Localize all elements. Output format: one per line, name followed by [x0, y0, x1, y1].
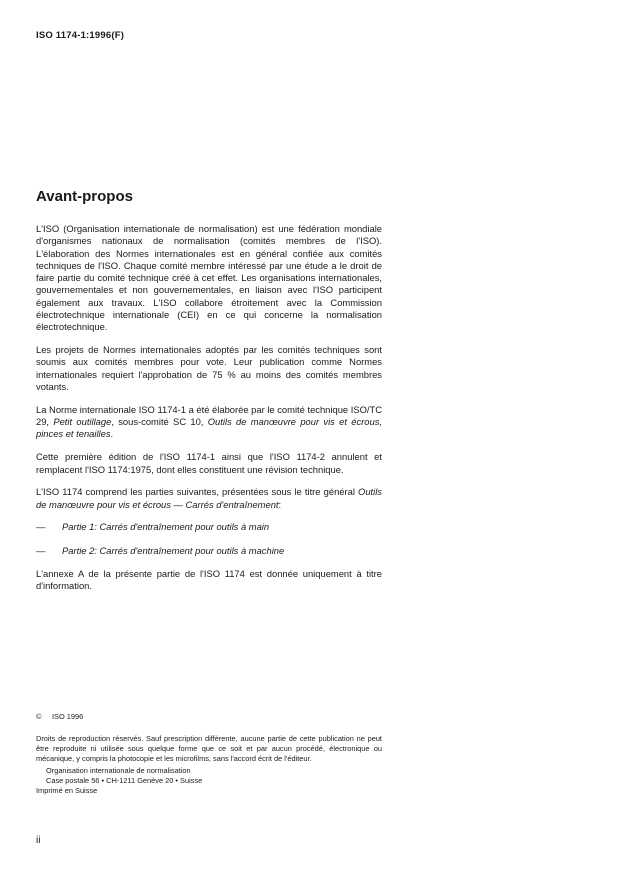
paragraph-annex: L'annexe A de la présente partie de l'ISO 1174 est donnée uniquement à titre d'information. [36, 568, 382, 592]
committee-text-e: . [110, 428, 114, 440]
foreword-body [36, 223, 382, 603]
parts-general-title: Outils de manœuvre pour vis et écrous — Carrés d'entraînement [36, 486, 382, 510]
dash-bullet: — [36, 521, 46, 533]
part-1-title: Partie 1: Carrés d'entraînement pour outils à main [62, 521, 270, 533]
list-item [36, 521, 382, 533]
committee-text-a: La Norme internationale ISO 1174-1 a été élaborée par le comité technique ISO/TC 29, [36, 403, 382, 428]
list-item [36, 545, 382, 557]
page-number: ii [36, 835, 41, 846]
committee-text-c: , sous-comité SC 10, [111, 416, 208, 428]
paragraph-voting: Les projets de Normes internationales adoptés par les comités techniques sont soumis aux comités membres pour vote. Leur publication comme Normes internationales requiert l'approbation de 75 % au moins des comités membres votants. [36, 344, 382, 393]
publisher-name: Organisation internationale de normalisation [46, 766, 191, 775]
part-2-title: Partie 2: Carrés d'entraînement pour outils à machine [62, 544, 285, 556]
paragraph-iso-intro: L'ISO (Organisation internationale de normalisation) est une fédération mondiale d'organismes nationaux de normalisation (comités membres de l'ISO). L'élaboration des Normes internationales est en général confiée aux comités techniques de l'ISO. Chaque comité membre intéressé par une étude a le droit de faire partie du comité technique créé à cet effet. Les organisations internationales, gouvernementales et non gouvernementales, en liaison avec l'ISO participent également aux travaux. L'ISO collabore étroitement avec la Commission électrotechnique internationale (CEI) en ce qui concerne la normalisation électrotechnique. [36, 223, 382, 333]
publisher-address: Case postale 56 • CH-1211 Genève 20 • Suisse [46, 776, 203, 785]
page-title: Avant-propos [36, 188, 133, 205]
document-identifier: ISO 1174-1:1996(F) [36, 30, 125, 41]
committee-sc-title: Outils de manœuvre pour vis et écrous, pinces et tenailles [36, 416, 382, 440]
paragraph-committee [36, 404, 382, 441]
copyright-line [36, 712, 382, 722]
parts-intro-colon: : [278, 498, 282, 510]
copyright-icon: © [36, 712, 42, 721]
paragraph-edition: Cette première édition de l'ISO 1174-1 ainsi que l'ISO 1174-2 annulent et remplacent l'ISO 1174:1975, dont elles constituent une révision technique. [36, 451, 382, 475]
copyright-notice [36, 712, 382, 796]
paragraph-parts-intro [36, 486, 382, 511]
parts-intro-text: L'ISO 1174 comprend les parties suivantes, présentées sous le titre général [36, 486, 359, 498]
copyright-text: ISO 1996 [52, 712, 84, 721]
dash-bullet: — [36, 544, 46, 556]
committee-tc-title: Petit outillage [53, 416, 112, 428]
printed-in: Imprimé en Suisse [36, 786, 98, 795]
rights-statement: Droits de reproduction réservés. Sauf prescription différente, aucune partie de cette publication ne peut être reproduite ni utilisée sous quelque forme que ce soit et par aucun procédé, électronique ou mécanique, y compris la photocopie et les microfilms, sans l'accord écrit de l'éditeur. [36, 734, 382, 763]
